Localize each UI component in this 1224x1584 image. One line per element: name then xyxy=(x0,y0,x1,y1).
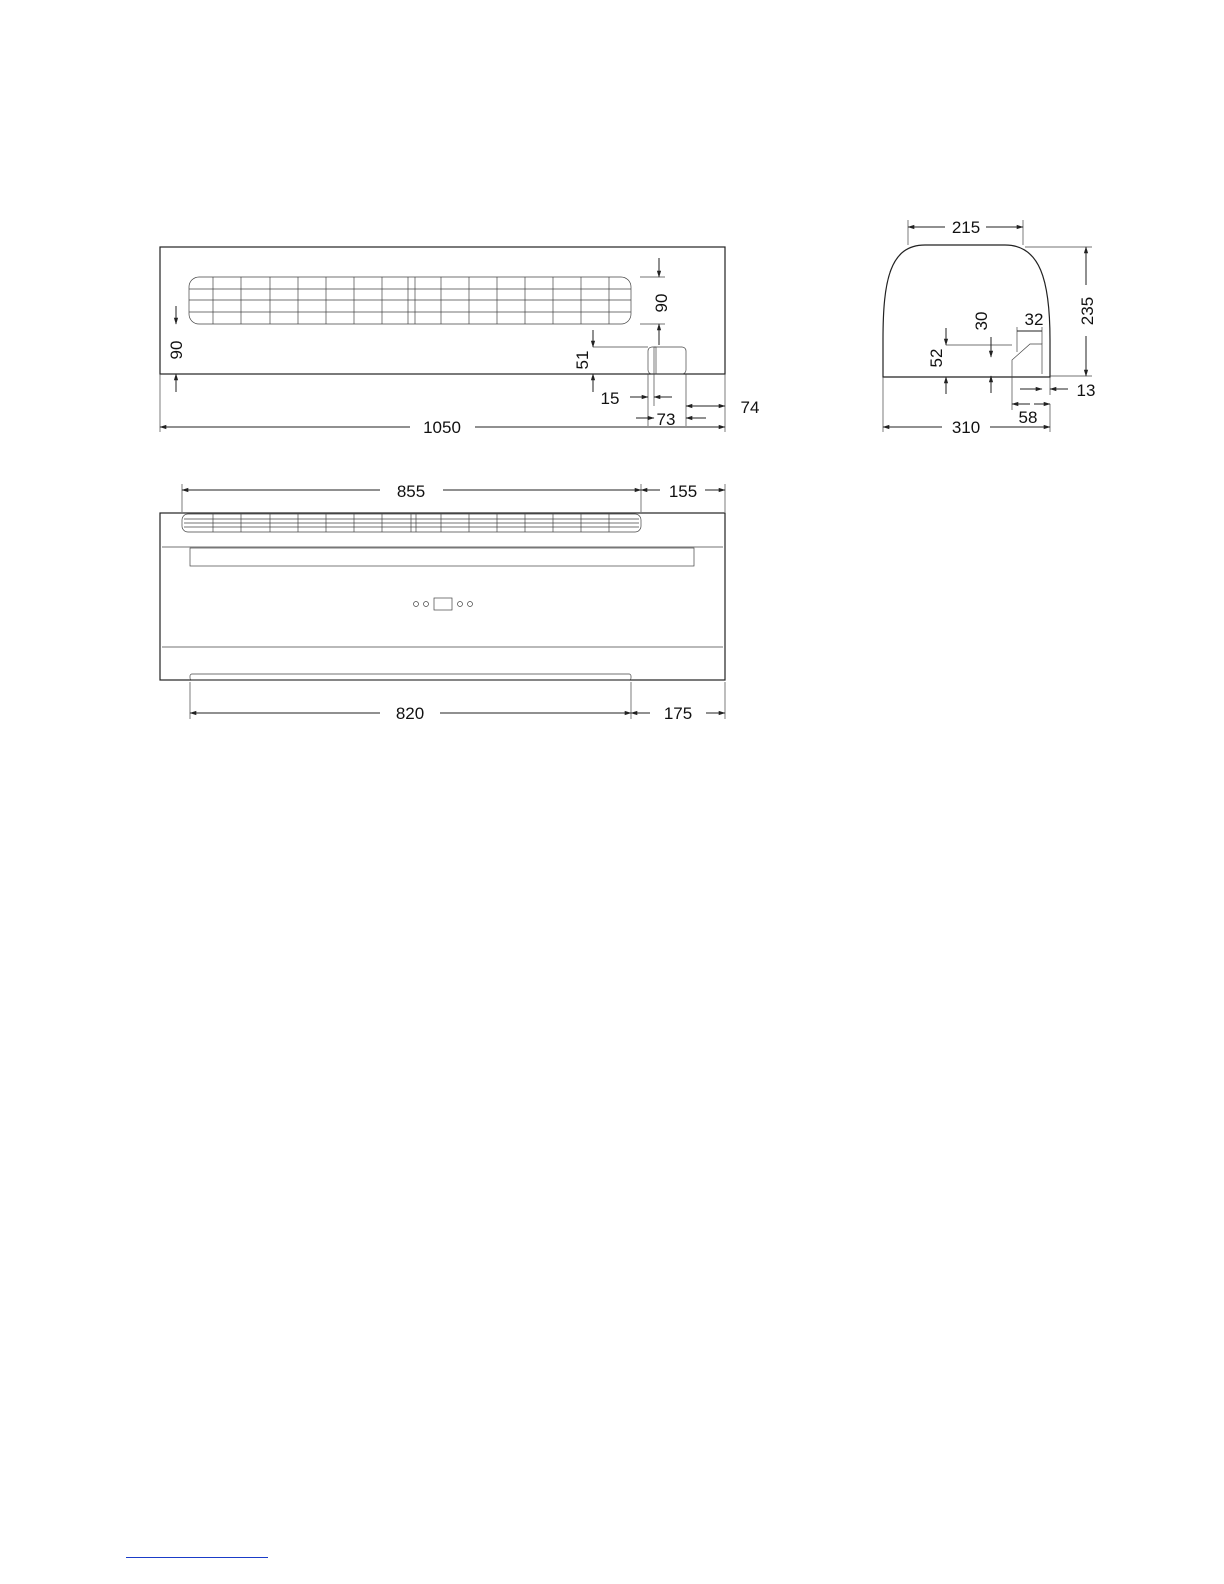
dim-slot-length: 820 xyxy=(395,704,425,723)
dim-pipe-edge: 13 xyxy=(1076,381,1096,400)
footer-link-rule xyxy=(126,1557,268,1558)
dim-pipe-width: 32 xyxy=(1024,310,1044,329)
dim-grille-length: 855 xyxy=(396,482,426,501)
dim-base-height: 90 xyxy=(167,340,186,360)
dim-connector-gap: 15 xyxy=(600,389,620,408)
dim-connector-height: 51 xyxy=(573,350,592,370)
dim-overall-length: 1050 xyxy=(423,418,461,437)
dim-height: 235 xyxy=(1078,296,1097,326)
dim-slot-margin: 175 xyxy=(663,704,693,723)
dim-pipe-height: 52 xyxy=(927,348,946,368)
side-view-body xyxy=(160,247,725,374)
front-view xyxy=(160,482,725,723)
dim-grille-margin: 155 xyxy=(668,482,698,501)
dim-louver-height: 90 xyxy=(652,293,671,313)
side-view xyxy=(160,247,759,437)
end-view xyxy=(883,218,1097,437)
dim-connector-offset: 74 xyxy=(740,398,760,417)
dim-connector-width: 73 xyxy=(656,410,676,429)
dim-depth: 310 xyxy=(951,418,981,437)
front-view-body xyxy=(160,513,725,680)
dim-pipe-offset: 58 xyxy=(1018,408,1038,427)
dim-pipe-rise: 30 xyxy=(972,311,991,331)
dim-top-width: 215 xyxy=(951,218,981,237)
